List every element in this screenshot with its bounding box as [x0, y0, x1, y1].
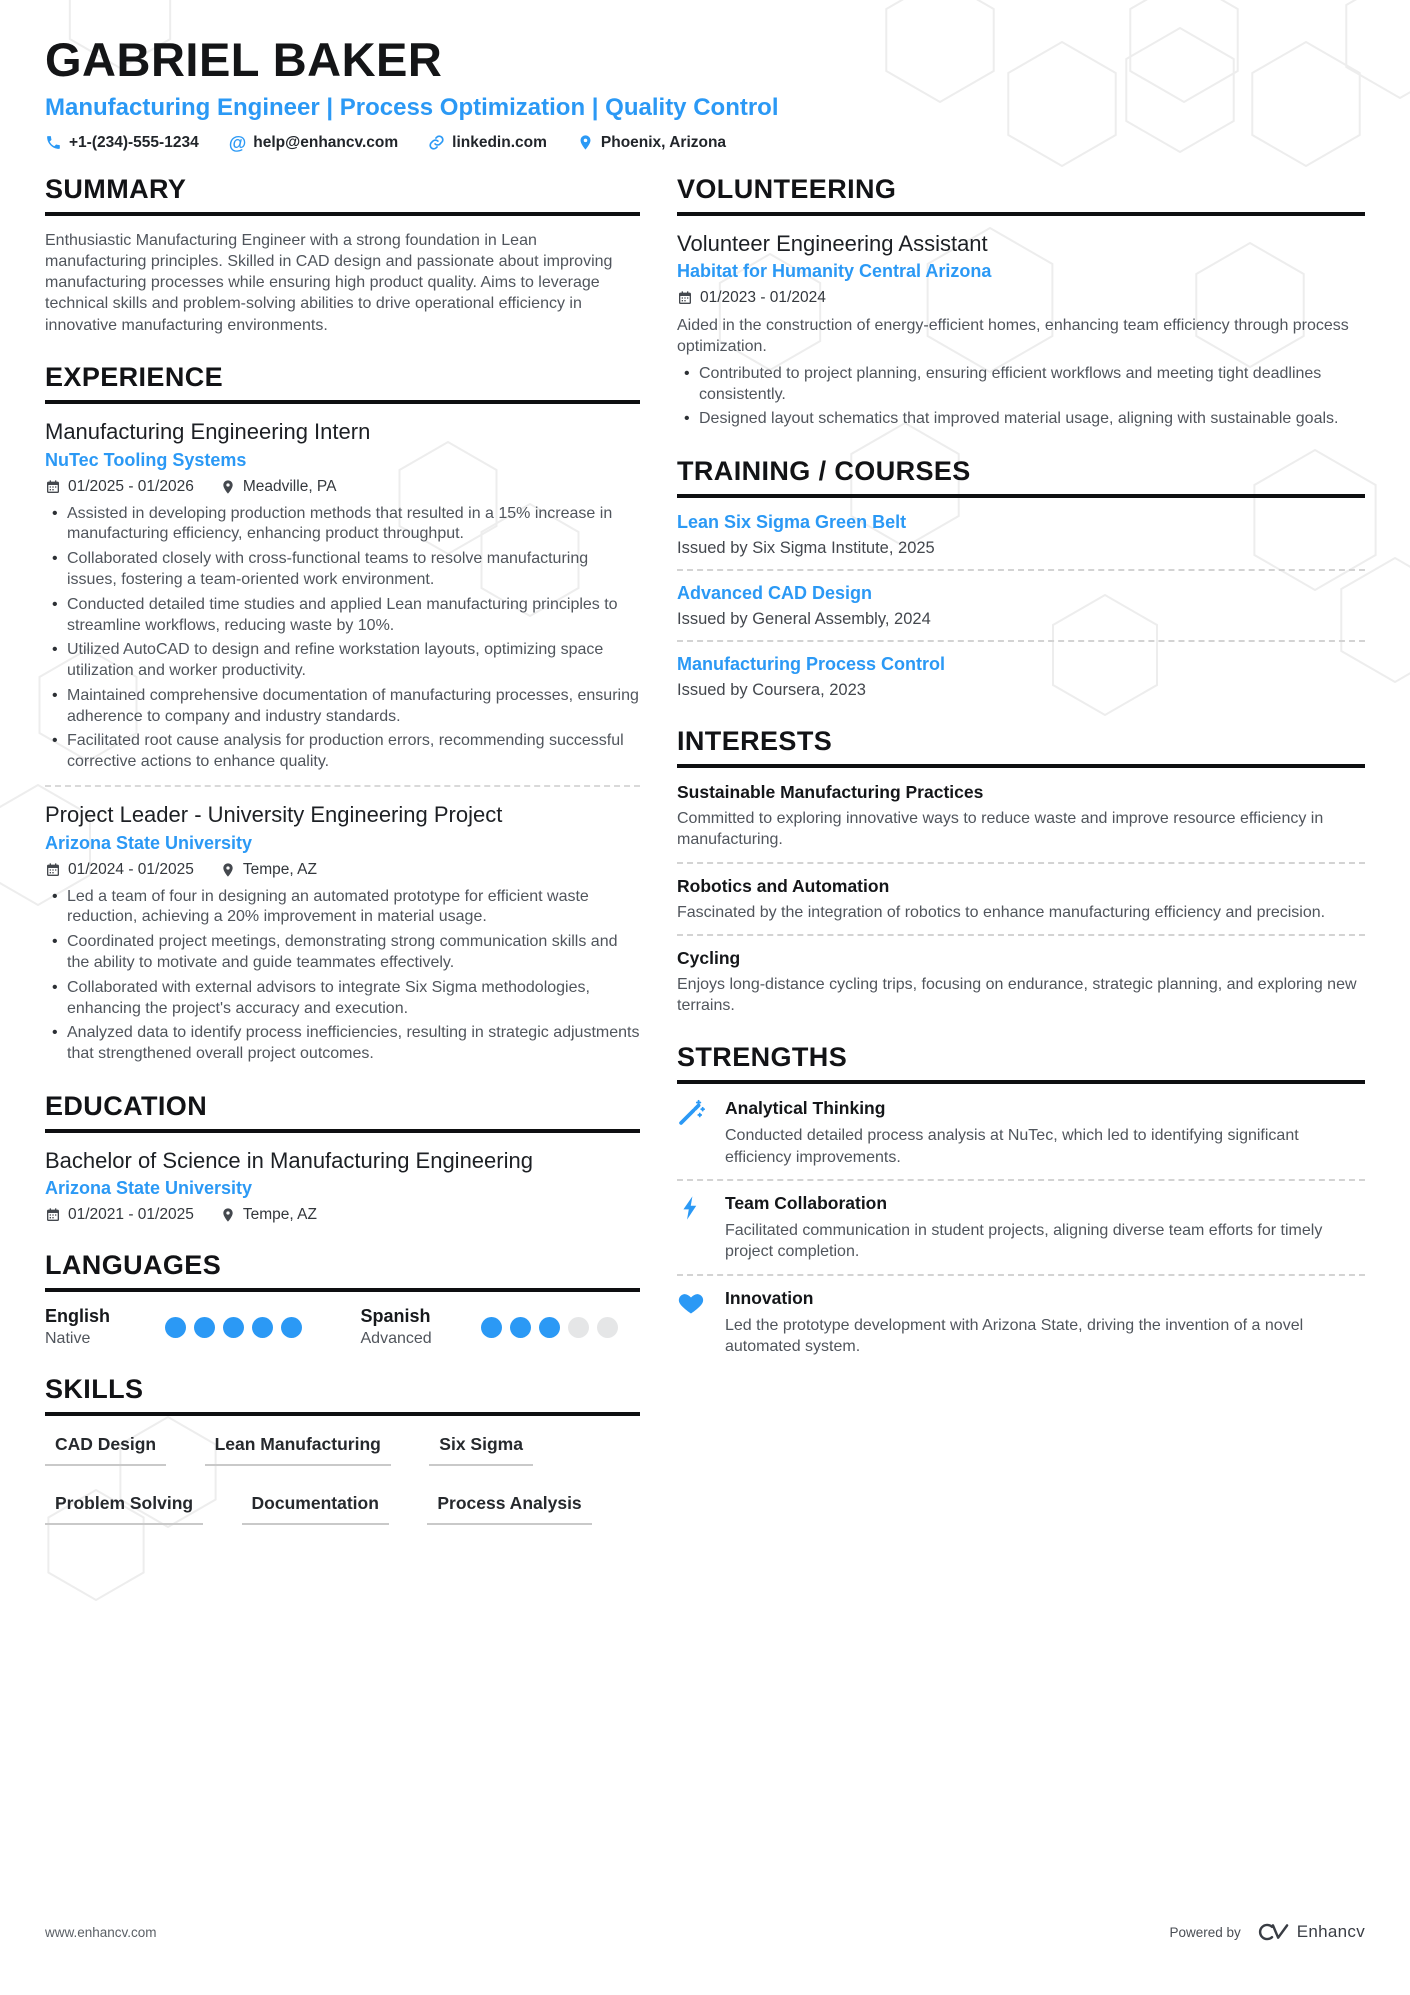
contact-email-value: help@enhancv.com	[253, 133, 399, 151]
experience-section	[45, 362, 640, 1065]
calendar-icon	[45, 479, 61, 495]
left-column	[45, 174, 640, 1579]
item-separator	[677, 569, 1365, 571]
dot-filled	[165, 1317, 186, 1338]
education-heading: EDUCATION	[45, 1091, 640, 1133]
job-bullet: • Led a team of four in designing an automated prototype for efficient waste reduction, achieving a 20% improvement in material usage.	[45, 887, 640, 929]
education-dates-value: 01/2021 - 01/2025	[68, 1206, 194, 1224]
strength-text: Led the prototype development with Arizona State, driving the invention of a novel automated system.	[725, 1316, 1304, 1355]
volunteer-bullets	[677, 364, 1365, 430]
language-name: Spanish	[360, 1306, 431, 1327]
volunteer-meta-row	[677, 289, 1365, 307]
strength-text: Conducted detailed process analysis at NuTec, which led to identifying significant efficiency improvements.	[725, 1127, 1299, 1166]
course-issuer: Issued by General Assembly, 2024	[677, 610, 931, 629]
dot-filled	[194, 1317, 215, 1338]
item-separator	[677, 640, 1365, 642]
job-location	[220, 478, 337, 496]
job-title: Manufacturing Engineering Intern	[45, 419, 371, 445]
magic-wand-icon	[677, 1098, 707, 1168]
job-location-value: Tempe, AZ	[242, 860, 317, 878]
job-bullets	[45, 504, 640, 774]
job-dates-value: 01/2024 - 01/2025	[68, 860, 194, 878]
job-bullet: • Collaborated closely with cross-functional teams to resolve manufacturing issues, fostering a team-oriented work environment.	[45, 549, 640, 591]
location-pin-icon	[220, 862, 236, 878]
strength-item	[677, 1193, 1365, 1263]
course-title: Lean Six Sigma Green Belt	[677, 512, 907, 533]
summary-text: Enthusiastic Manufacturing Engineer with a strong foundation in Lean manufacturing principles. Skilled in CAD design and passionate about improving manufacturing processes while ensuring high product quality. Aims to leverage technical skills and problem-solving abilities to drive operational efficiency in innovative manufacturing environments.	[45, 231, 613, 334]
dot-filled	[510, 1317, 531, 1338]
powered-by-block	[1169, 1921, 1365, 1943]
course-item	[677, 654, 1365, 700]
language-level-dots	[481, 1317, 618, 1338]
enhancv-brand-name: Enhancv	[1296, 1922, 1365, 1941]
job-bullet: • Conducted detailed time studies and applied Lean manufacturing principles to streamline workflows, reducing waste by 10%.	[45, 595, 640, 637]
school-name: Arizona State University	[45, 1178, 253, 1199]
job-bullet: • Assisted in developing production methods that resulted in a 15% increase in manufacturing efficiency, enhancing product throughput.	[45, 504, 640, 546]
volunteer-dates-value: 01/2023 - 01/2024	[700, 289, 826, 307]
skill-tag: Documentation	[242, 1493, 389, 1525]
job-location	[220, 861, 317, 879]
languages-section	[45, 1250, 640, 1348]
right-column	[677, 174, 1365, 1579]
job-bullet: • Utilized AutoCAD to design and refine workstation layouts, optimizing space utilization and worker productivity.	[45, 640, 640, 682]
education-section	[45, 1091, 640, 1225]
summary-heading: SUMMARY	[45, 174, 640, 216]
interests-section	[677, 726, 1365, 1016]
course-item	[677, 512, 1365, 558]
job-bullets	[45, 887, 640, 1065]
experience-entry	[45, 801, 640, 1065]
language-level: Native	[45, 1330, 91, 1348]
contact-email[interactable]	[229, 134, 398, 152]
page-footer	[45, 1921, 1365, 1943]
experience-heading: EXPERIENCE	[45, 362, 640, 404]
summary-section	[45, 174, 640, 336]
education-location-value: Tempe, AZ	[242, 1206, 317, 1224]
volunteer-bullet: • Designed layout schematics that improved material usage, aligning with sustainable goals.	[677, 409, 1365, 430]
job-dates-value: 01/2025 - 01/2026	[68, 477, 194, 495]
link-icon	[428, 134, 445, 151]
interest-text: Fascinated by the integration of robotics to enhance manufacturing efficiency and precision.	[677, 903, 1326, 921]
footer-website: www.enhancv.com	[45, 1924, 157, 1940]
enhancv-logo-icon	[1255, 1921, 1289, 1943]
strength-title: Analytical Thinking	[725, 1098, 886, 1119]
interest-text: Enjoys long-distance cycling trips, focusing on endurance, strategic planning, and exploring new terrains.	[677, 975, 1357, 1015]
dot-filled	[223, 1317, 244, 1338]
dot-filled	[539, 1317, 560, 1338]
course-item	[677, 583, 1365, 629]
interests-heading: INTERESTS	[677, 726, 1365, 768]
job-bullet: • Coordinated project meetings, demonstrating strong communication skills and the ability to motivate and guide teammates effectively.	[45, 932, 640, 974]
interest-text: Committed to exploring innovative ways to reduce waste and improve resource efficiency in manufacturing.	[677, 810, 1324, 849]
training-heading: TRAINING / COURSES	[677, 456, 1365, 498]
volunteer-bullet: • Contributed to project planning, ensuring efficient workflows and meeting tight deadlines consistently.	[677, 364, 1365, 406]
interest-title: Sustainable Manufacturing Practices	[677, 782, 984, 803]
job-dates	[45, 478, 194, 496]
volunteer-org: Habitat for Humanity Central Arizona	[677, 261, 992, 282]
languages-row	[45, 1306, 640, 1348]
course-title: Manufacturing Process Control	[677, 654, 946, 675]
strength-title: Team Collaboration	[725, 1192, 888, 1213]
calendar-icon	[45, 862, 61, 878]
dot-filled	[481, 1317, 502, 1338]
contact-location	[577, 134, 726, 152]
person-name: GABRIEL BAKER	[45, 33, 443, 86]
dot-filled	[281, 1317, 302, 1338]
item-separator	[677, 862, 1365, 864]
powered-by-label: Powered by	[1169, 1924, 1241, 1940]
item-separator	[677, 1274, 1365, 1276]
degree-title: Bachelor of Science in Manufacturing Engineering	[45, 1147, 533, 1173]
skills-section	[45, 1374, 640, 1552]
job-bullet: • Maintained comprehensive documentation of manufacturing processes, ensuring adherence to company and industry standards.	[45, 686, 640, 728]
dot-filled	[252, 1317, 273, 1338]
skills-heading: SKILLS	[45, 1374, 640, 1416]
job-bullet: • Collaborated with external advisors to integrate Six Sigma methodologies, enhancing the project's accuracy and execution.	[45, 978, 640, 1020]
job-location-value: Meadville, PA	[242, 477, 337, 495]
lightning-icon	[677, 1193, 707, 1263]
strength-item	[677, 1098, 1365, 1168]
job-bullet: • Analyzed data to identify process inefficiencies, resulting in strategic adjustments that strengthened overall project outcomes.	[45, 1023, 640, 1065]
location-pin-icon	[220, 479, 236, 495]
strength-text: Facilitated communication in student projects, aligning diverse team efforts for timely project completion.	[725, 1221, 1323, 1261]
job-bullet: • Facilitated root cause analysis for production errors, recommending successful corrective actions to enhance quality.	[45, 731, 640, 773]
training-section	[677, 456, 1365, 700]
strengths-section	[677, 1042, 1365, 1357]
calendar-icon	[677, 290, 693, 306]
volunteer-dates	[677, 289, 826, 307]
languages-heading: LANGUAGES	[45, 1250, 640, 1292]
course-issuer: Issued by Coursera, 2023	[677, 681, 866, 700]
language-level: Advanced	[360, 1330, 432, 1348]
language-level-dots	[165, 1317, 302, 1338]
volunteer-role: Volunteer Engineering Assistant	[677, 230, 988, 256]
contact-linkedin-value: linkedin.com	[452, 133, 547, 151]
volunteer-description: Aided in the construction of energy-efficient homes, enhancing team efficiency through process optimization.	[677, 317, 1349, 356]
volunteering-heading: VOLUNTEERING	[677, 174, 1365, 216]
strength-item	[677, 1288, 1365, 1358]
volunteering-section	[677, 174, 1365, 430]
interest-item	[677, 948, 1365, 1017]
item-separator	[677, 934, 1365, 936]
location-pin-icon	[577, 134, 594, 151]
job-meta-row	[45, 478, 640, 496]
contact-row	[45, 134, 1365, 152]
skill-tag: Process Analysis	[427, 1493, 591, 1525]
resume-header	[45, 34, 1365, 152]
contact-linkedin[interactable]	[428, 134, 547, 152]
job-dates	[45, 861, 194, 879]
education-meta-row	[45, 1206, 640, 1224]
dot-empty	[568, 1317, 589, 1338]
contact-phone-value: +1-(234)-555-1234	[69, 133, 199, 151]
job-company: NuTec Tooling Systems	[45, 449, 247, 470]
education-location	[220, 1206, 317, 1224]
language-item	[45, 1306, 325, 1348]
language-name: English	[45, 1306, 111, 1327]
dot-empty	[597, 1317, 618, 1338]
item-separator	[677, 1179, 1365, 1181]
at-icon: @	[228, 132, 247, 153]
skill-tag: Six Sigma	[429, 1434, 533, 1466]
education-dates	[45, 1206, 194, 1224]
heart-icon	[677, 1288, 707, 1358]
job-company: Arizona State University	[45, 832, 253, 853]
skill-tag: Problem Solving	[45, 1493, 203, 1525]
experience-entry	[45, 418, 640, 773]
skills-list	[45, 1430, 640, 1552]
job-title: Project Leader - University Engineering Project	[45, 802, 503, 828]
contact-location-value: Phoenix, Arizona	[600, 133, 727, 151]
entry-separator	[45, 785, 640, 787]
skill-tag: Lean Manufacturing	[205, 1434, 391, 1466]
strength-title: Innovation	[725, 1287, 814, 1308]
enhancv-logo[interactable]	[1255, 1921, 1365, 1943]
interest-title: Cycling	[677, 947, 741, 968]
location-pin-icon	[220, 1207, 236, 1223]
contact-phone[interactable]	[45, 134, 199, 152]
language-item	[361, 1306, 641, 1348]
job-headline: Manufacturing Engineer | Process Optimization | Quality Control	[45, 93, 779, 121]
course-title: Advanced CAD Design	[677, 583, 873, 604]
course-issuer: Issued by Six Sigma Institute, 2025	[677, 539, 935, 558]
strengths-heading: STRENGTHS	[677, 1042, 1365, 1084]
interest-item	[677, 782, 1365, 851]
skill-tag: CAD Design	[45, 1434, 166, 1466]
job-meta-row	[45, 861, 640, 879]
interest-title: Robotics and Automation	[677, 875, 890, 896]
phone-icon	[45, 134, 62, 151]
interest-item	[677, 876, 1365, 923]
calendar-icon	[45, 1207, 61, 1223]
